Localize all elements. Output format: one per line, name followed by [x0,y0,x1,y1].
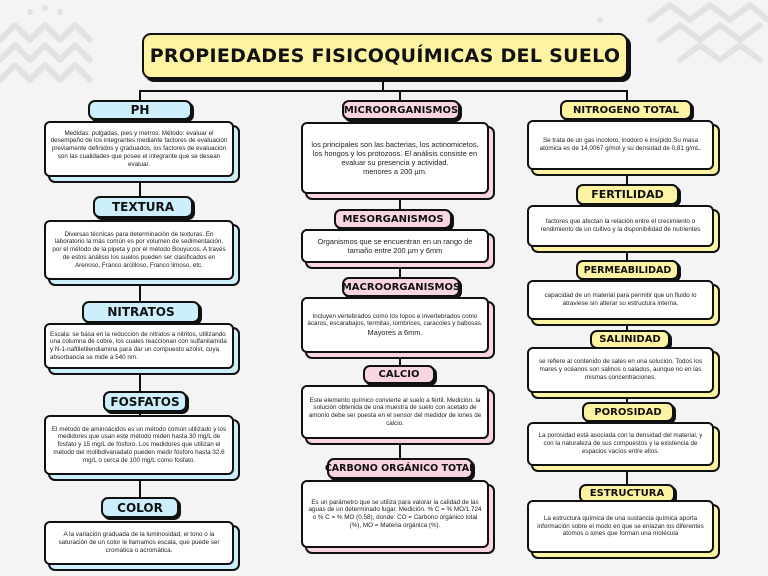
page-title: PROPIEDADES FISICOQUÍMICAS DEL SUELO [142,33,628,79]
label-estructura: ESTRUCTURA [579,484,675,503]
connector-title-down [382,77,384,91]
box-carbono-organico-total: Es un parámetro que se utiliza para valorar la calidad de las aguas de un determinado lugar. Medición. % C = % MO/1.724 o % C = % MO (0.58), donde: CO = Carbono orgánico total (%), MO = Materia orgánica (%). [301,480,489,548]
box-microorganismos: los principales son las bacterias, los actinomicetos, los hongos y los protozoos. El análisis consiste en evaluar su presencia y actividad. menores a 200 µm. [301,122,489,194]
box-porosidad: La porosidad está asociada con la densidad del material, y con la naturaleza de sus compuestos y la existencia de espacios vacíos entre ellos. [527,422,714,466]
label-salinidad: SALINIDAD [590,330,670,349]
label-nitrogeno-total: NITROGENO TOTAL [560,100,692,120]
label-microorganismos: MICROORGANISMOS [342,100,460,120]
label-permeabilidad: PERMEABILIDAD [576,260,679,280]
box-permeabilidad: capacidad de un material para permitir que un fluido lo atraviese sin alterar su estructura interna. [527,280,714,320]
box-nitrogeno-total: Se trata de un gas incoloro, inodoro e insípido.Su masa atómica es de 14,0067 g/mol y su densidad de 0,81 g/mL. [527,120,714,170]
label-mesorganismos: MESORGANISMOS [334,209,452,229]
label-carbono-organico-total: CARBONO ORGÁNICO TOTAL [327,458,473,479]
label-calcio: CALCIO [363,365,435,384]
box-fosfatos: El método de aminoácidos es un método común utilizado y los medidores que usan este método miden hasta 30 mg/L de fosfato y 15 mg/L de fósforo. Los medidores que utilizan el método del molibdivanadato pueden medir fósforo hasta 32.6 mg/L o cerca de 100 mg/L como fosfato. [44,415,234,475]
connector-right [626,90,628,100]
box-estructura: La estructura química de una sustancia química aporta información sobre el modo en que se enlazan los diferentes átomos o iones que forman una molécula [527,500,714,553]
label-textura: TEXTURA [93,196,193,218]
box-salinidad: se refiere al contenido de sales en una solución. Todos los mares y océanos son salinos o salados, aunque no en las mismas concentraciones. [527,347,714,393]
box-ph: Medidas: pulgadas, pies y metros. Método: evaluar el desempeño de los integrantes mediante factores de evaluación previamente definidos y graduados, los factores de evaluación son las cualidades que posee el integrante que se desean evaluar. [44,121,234,177]
box-fertilidad: factores que afectan la relación entre el crecimiento o rendimiento de un cultivo y la disponibilidad de nutrientes [527,205,714,247]
connector-horizontal [139,90,628,92]
label-fosfatos: FOSFATOS [103,391,187,412]
box-textura: Diversas técnicas para determinación de texturas. En laboratorio la más común es por volumen de sedimentación, por el método de la pipeta y por el método Bouyucos. A través de estos análisis los suelos pueden ser clasificados en Arenoso, Franco arcilloso, Franco limoso, etc. [44,220,234,280]
label-ph: PH [88,100,192,120]
box-nitratos: Escala: se basa en la reducción de nitratos a nitritos, utilizando una columna de cobre, los cuales reaccionan con sulfanilamida y N-1-naftiletilendiamina para dar un compuesto azolst, cuya absorbancia se mide a 540 nm. [44,323,234,369]
box-macroorganismos: Incluyen vertebrados como los topos e invertebrados como ácaros, escarabajos, termitas, lombrices, caracoles y babosas. Mayores a 6mm. [301,297,489,353]
connector-middle [399,90,401,100]
box-color: A la variación graduada de la luminosidad, el tono o la saturación de un color le llamamos escala, que puede ser cromática o acromática. [44,521,234,565]
label-nitratos: NITRATOS [82,301,200,323]
connector-left [139,90,141,100]
box-mesorganismos: Organismos que se encuentran en un rango de tamaño entre 200 µm y 6mm [301,229,489,263]
label-fertilidad: FERTILIDAD [576,184,679,205]
box-calcio: Este elemento químico convierte al suelo a fértil. Medición. la solución obtenida de una muestra de suelo con acetato de amonio debe ser puesta en el sensor del medidor de iones de calcio. [301,385,489,439]
label-macroorganismos: MACROORGANISMOS [342,277,460,297]
label-porosidad: POROSIDAD [582,402,674,422]
label-color: COLOR [101,497,179,518]
